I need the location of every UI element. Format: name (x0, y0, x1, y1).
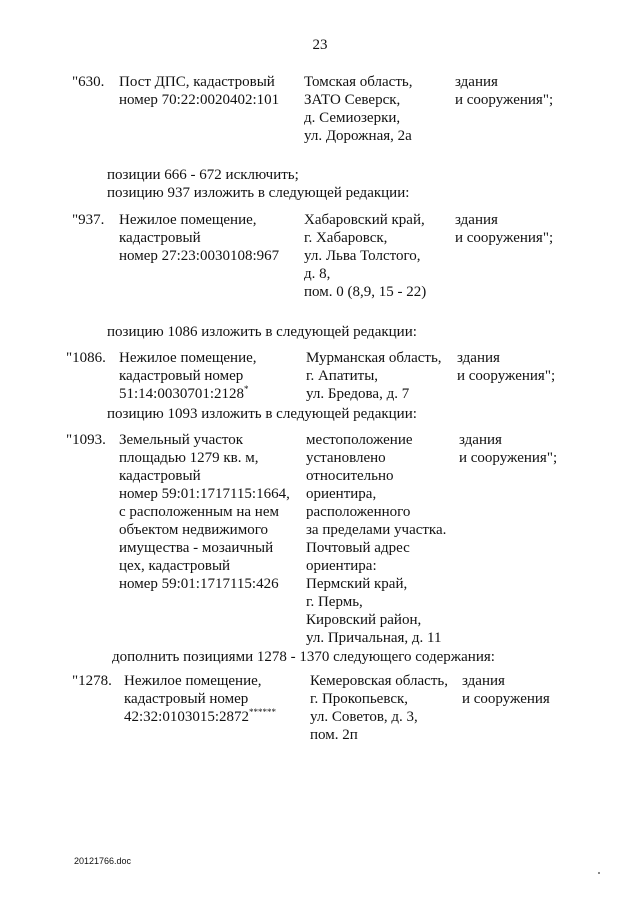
entry-1086-name-text: Нежилое помещение, кадастровый номер 51:14:0030701:2128 (119, 350, 257, 402)
entry-630-name: Пост ДПС, кадастровый номер 70:22:0020402:101 (119, 74, 280, 108)
entry-1093-address: местоположение установлено относительно ориентира, расположенного за пределами участка. Почтовый адрес ориентира: Пермский край, г. Пермь, Кировский район, ул. Причальная, д. 11 (306, 432, 447, 646)
footer-filename: 20121766.doc (74, 856, 132, 866)
entry-937-type: здания и сооружения"; (455, 212, 554, 246)
instruction-edit-1086: позицию 1086 изложить в следующей редакции: (107, 324, 417, 340)
entry-937-name: Нежилое помещение, кадастровый номер 27:23:0030108:967 (119, 212, 280, 264)
page-number: 23 (312, 37, 328, 53)
entry-937-address: Хабаровский край, г. Хабаровск, ул. Льва Толстого, д. 8, пом. 0 (8,9, 15 - 22) (304, 212, 427, 300)
entry-1086-name (119, 349, 257, 403)
entry-630-number: "630. (72, 74, 105, 90)
entry-1086-type: здания и сооружения"; (457, 350, 556, 384)
entry-1278-type: здания и сооружения (462, 673, 550, 707)
entry-1086-address: Мурманская область, г. Апатиты, ул. Бредова, д. 7 (306, 350, 442, 402)
entry-937-number: "937. (72, 212, 105, 228)
instruction-edit-1093: позицию 1093 изложить в следующей редакции: (107, 406, 417, 422)
entry-1278-name (124, 672, 276, 726)
instruction-add-1278-1370: дополнить позициями 1278 - 1370 следующего содержания: (112, 649, 495, 665)
entry-1093-number: "1093. (66, 432, 106, 448)
instruction-edit-937: позицию 937 изложить в следующей редакции: (107, 185, 410, 201)
instruction-remove-666-672: позиции 666 - 672 исключить; (107, 167, 299, 183)
scan-speck (598, 872, 600, 874)
entry-1278-name-text: Нежилое помещение, кадастровый номер 42:32:0103015:2872 (124, 673, 262, 725)
entry-630-type: здания и сооружения"; (455, 74, 554, 108)
entry-1278-footnote-mark: ****** (249, 707, 277, 717)
entry-1093-type: здания и сооружения"; (459, 432, 558, 466)
entry-1278-number: "1278. (72, 673, 112, 689)
entry-630-address: Томская область, ЗАТО Северск, д. Семиозерки, ул. Дорожная, 2а (304, 74, 413, 144)
entry-1086-footnote-mark: * (244, 384, 249, 394)
entry-1086-number: "1086. (66, 350, 106, 366)
entry-1093-name: Земельный участок площадью 1279 кв. м, кадастровый номер 59:01:1717115:1664, с расположенным на нем объектом недвижимого имущества - мозаичный цех, кадастровый номер 59:01:1717115:426 (119, 432, 290, 592)
entry-1278-address: Кемеровская область, г. Прокопьевск, ул. Советов, д. 3, пом. 2п (310, 673, 448, 743)
